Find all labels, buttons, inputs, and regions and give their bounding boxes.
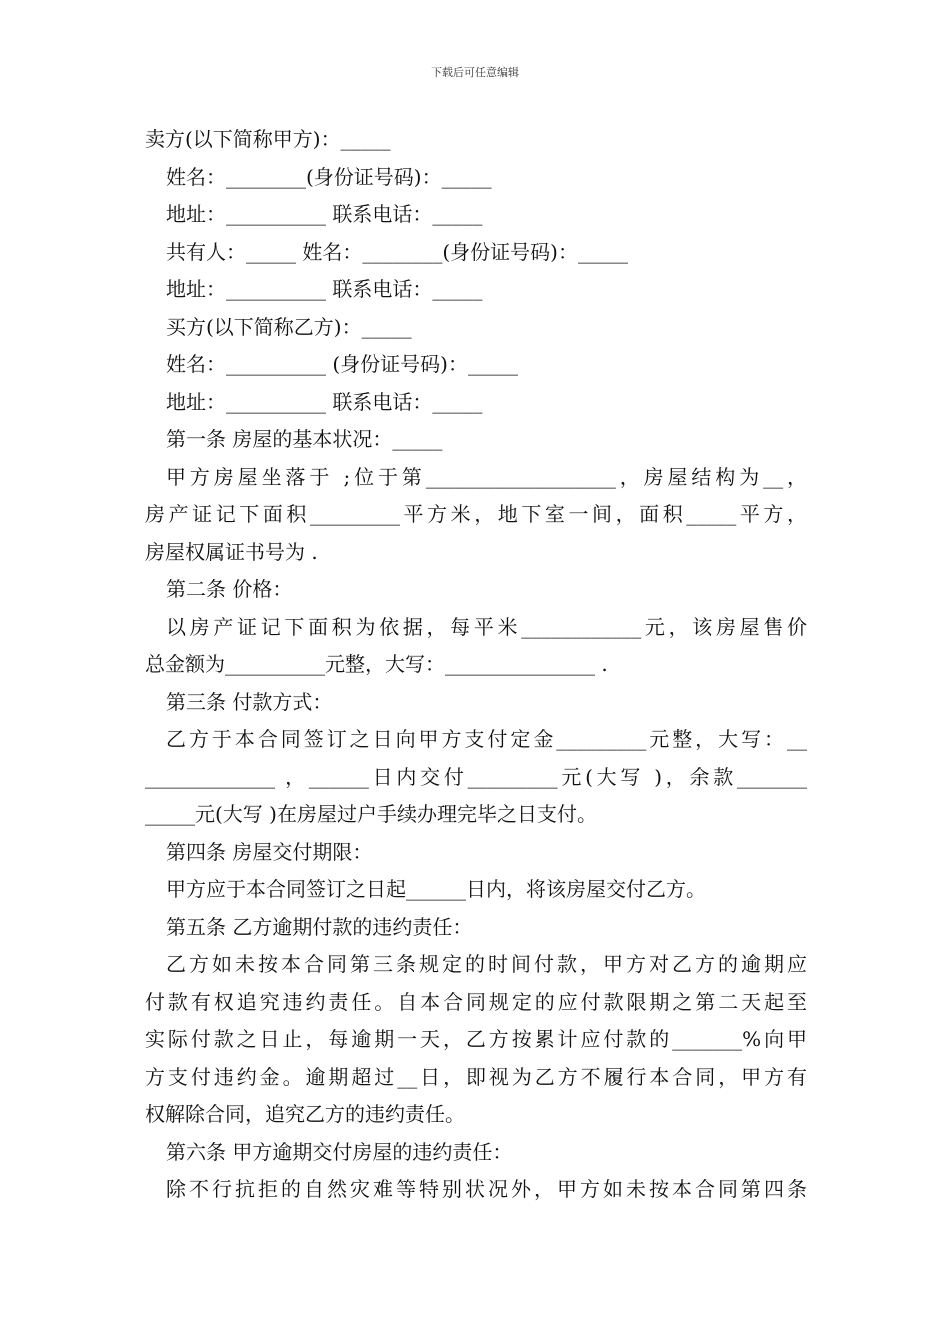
article-1-text-line: 房屋权属证书号为 . — [145, 539, 318, 564]
article-5-heading: 第五条 乙方逾期付款的违约责任： — [166, 914, 473, 939]
buyer-address-line: 地址：__________ 联系电话：_____ — [166, 389, 483, 414]
article-5-text-line: 实际付款之日止，每逾期一天，乙方按累计应付款的_______%向甲 — [145, 1027, 807, 1051]
seller-address-line: 地址：__________ 联系电话：_____ — [166, 202, 483, 226]
article-2-heading: 第二条 价格： — [166, 577, 293, 601]
article-4-text-line: 甲方应于本合同签订之日起______日内，将该房屋交付乙方。 — [166, 877, 706, 901]
seller-name-line: 姓名：________(身份证号码)：_____ — [166, 164, 492, 189]
article-3-text-line: 乙方于本合同签订之日向甲方支付定金_________元整，大写：__ — [166, 727, 807, 751]
article-3-text-line: _____________ ，______日内交付_________元(大写 )，余款_______ — [145, 764, 807, 789]
co-owner-line: 共有人：_____ 姓名：________(身份证号码)：_____ — [166, 239, 628, 264]
article-6-heading: 第六条 甲方逾期交付房屋的违约责任： — [166, 1139, 513, 1164]
article-3-text-line: _____元(大写 )在房屋过户手续办理完毕之日支付。 — [145, 802, 597, 826]
buyer-name-line: 姓名：__________ (身份证号码)：_____ — [166, 352, 518, 376]
article-6-text-line: 除不行抗拒的自然灾难等特别状况外，甲方如未按本合同第四条 — [166, 1177, 807, 1201]
article-5-text-line: 权解除合同，追究乙方的违约责任。 — [145, 1102, 465, 1126]
article-3-heading: 第三条 付款方式： — [166, 689, 333, 714]
contract-body — [145, 121, 807, 1209]
page-header: 下载后可任意编辑 — [431, 66, 519, 79]
article-5-text-line: 付款有权追究违约责任。自本合同规定的应付款限期之第二天起至 — [145, 989, 807, 1014]
seller-heading: 卖方(以下简称甲方)：_____ — [145, 127, 391, 151]
article-4-heading: 第四条 房屋交付期限： — [166, 839, 373, 864]
co-owner-address-line: 地址：__________ 联系电话：_____ — [166, 277, 483, 301]
article-1-heading: 第一条 房屋的基本状况：_____ — [166, 427, 443, 451]
article-1-text-line: 甲方房屋坐落于 ;位于第___________________，房屋结构为__， — [166, 464, 807, 489]
article-2-text-line: 以房产证记下面积为依据，每平米____________元，该房屋售价 — [166, 614, 807, 639]
buyer-heading: 买方(以下简称乙方)：_____ — [166, 314, 412, 339]
article-2-text-line: 总金额为__________元整，大写：_______________ . — [145, 652, 608, 676]
article-5-text-line: 乙方如未按本合同第三条规定的时间付款，甲方对乙方的逾期应 — [166, 952, 807, 976]
article-5-text-line: 方支付违约金。逾期超过__日，即视为乙方不履行本合同，甲方有 — [145, 1064, 807, 1089]
article-1-text-line: 房产证记下面积_________平方米，地下室一间，面积_____平方， — [145, 502, 807, 526]
